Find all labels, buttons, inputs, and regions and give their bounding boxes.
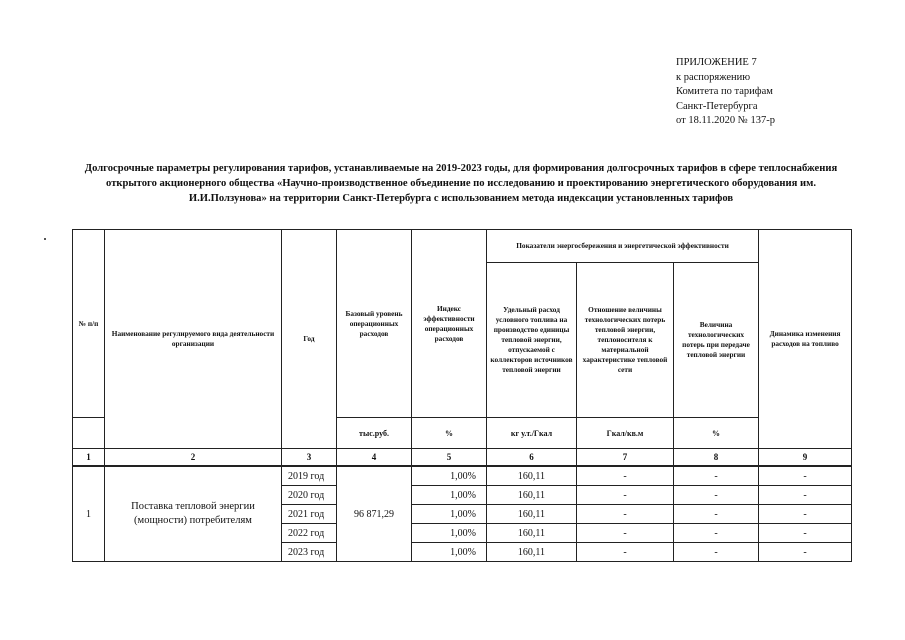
appendix-line: ПРИЛОЖЕНИЕ 7 — [676, 57, 757, 68]
col-number: 8 — [674, 449, 759, 467]
unit-num — [73, 418, 105, 449]
row-dynamics: - — [759, 486, 852, 505]
col-number: 5 — [412, 449, 487, 467]
unit-index: % — [412, 418, 487, 449]
header-fuel-consumption: Удельный расход условного топлива на производство единицы тепловой энергии, отпускаемой с коллекторов источников тепловой энергии — [487, 263, 577, 418]
appendix-line: к распоряжению — [676, 71, 751, 83]
row-losses: - — [674, 486, 759, 505]
header-num: № п/п — [73, 230, 105, 418]
header-tech-losses: Величина технологических потерь при передаче тепловой энергии — [674, 263, 759, 418]
appendix-line: Санкт-Петербурга — [676, 100, 758, 112]
row-year: 2022 год — [282, 524, 337, 543]
row-ratio: - — [577, 486, 674, 505]
scan-speck — [44, 238, 46, 240]
row-year: 2023 год — [282, 543, 337, 562]
row-index: 1,00% — [412, 486, 487, 505]
row-losses: - — [674, 505, 759, 524]
row-dynamics: - — [759, 466, 852, 486]
row-dynamics: - — [759, 543, 852, 562]
header-efficiency-index: Индекс эффективности операционных расходов — [412, 230, 487, 418]
row-ratio: - — [577, 543, 674, 562]
row-fuel: 160,11 — [487, 543, 577, 562]
row-year: 2021 год — [282, 505, 337, 524]
col-number: 9 — [759, 449, 852, 467]
col-number: 2 — [105, 449, 282, 467]
row-ratio: - — [577, 466, 674, 486]
header-base-level: Базовый уровень операционных расходов — [337, 230, 412, 418]
appendix-line: от 18.11.2020 № 137-р — [676, 115, 775, 126]
row-index: 1,00% — [412, 505, 487, 524]
col-number: 1 — [73, 449, 105, 467]
row-num: 1 — [73, 466, 105, 562]
row-losses: - — [674, 524, 759, 543]
row-index: 1,00% — [412, 466, 487, 486]
row-dynamics: - — [759, 524, 852, 543]
col-number: 3 — [282, 449, 337, 467]
row-year: 2019 год — [282, 466, 337, 486]
row-fuel: 160,11 — [487, 486, 577, 505]
unit-fuel: кг у.т./Гкал — [487, 418, 577, 449]
appendix-line: Комитета по тарифам — [676, 86, 773, 97]
row-activity: Поставка тепловой энергии (мощности) потребителям — [105, 466, 282, 562]
col-number: 6 — [487, 449, 577, 467]
row-ratio: - — [577, 524, 674, 543]
row-fuel: 160,11 — [487, 524, 577, 543]
header-year: Год — [282, 230, 337, 449]
unit-losses: % — [674, 418, 759, 449]
row-losses: - — [674, 466, 759, 486]
row-ratio: - — [577, 505, 674, 524]
row-year: 2020 год — [282, 486, 337, 505]
col-number: 7 — [577, 449, 674, 467]
row-base-level: 96 871,29 — [337, 466, 412, 562]
row-index: 1,00% — [412, 524, 487, 543]
header-energy-saving-group: Показатели энергосбережения и энергетической эффективности — [487, 230, 759, 263]
row-fuel: 160,11 — [487, 505, 577, 524]
unit-base: тыс.руб. — [337, 418, 412, 449]
header-activity: Наименование регулируемого вида деятельности организации — [105, 230, 282, 449]
row-dynamics: - — [759, 505, 852, 524]
row-fuel: 160,11 — [487, 466, 577, 486]
unit-ratio: Гкал/кв.м — [577, 418, 674, 449]
row-index: 1,00% — [412, 543, 487, 562]
appendix-block — [676, 56, 775, 129]
header-loss-ratio: Отношение величины технологических потерь тепловой энергии, теплоносителя к материальной характеристике тепловой сети — [577, 263, 674, 418]
tariff-parameters-table — [72, 229, 852, 562]
col-number: 4 — [337, 449, 412, 467]
table-row — [73, 466, 852, 486]
header-fuel-dynamics: Динамика изменения расходов на топливо — [759, 230, 852, 449]
row-losses: - — [674, 543, 759, 562]
document-title: Долгосрочные параметры регулирования тарифов, устанавливаемые на 2019-2023 годы, для формирования долгосрочных тарифов в сфере теплоснабжения открытого акционерного общества «Научно-производственное объединение по исследованию и проектированию энергетического оборудования им. И.И.Ползунова» на территории Санкт-Петербурга с использованием метода индексации установленных тарифов — [84, 163, 838, 204]
